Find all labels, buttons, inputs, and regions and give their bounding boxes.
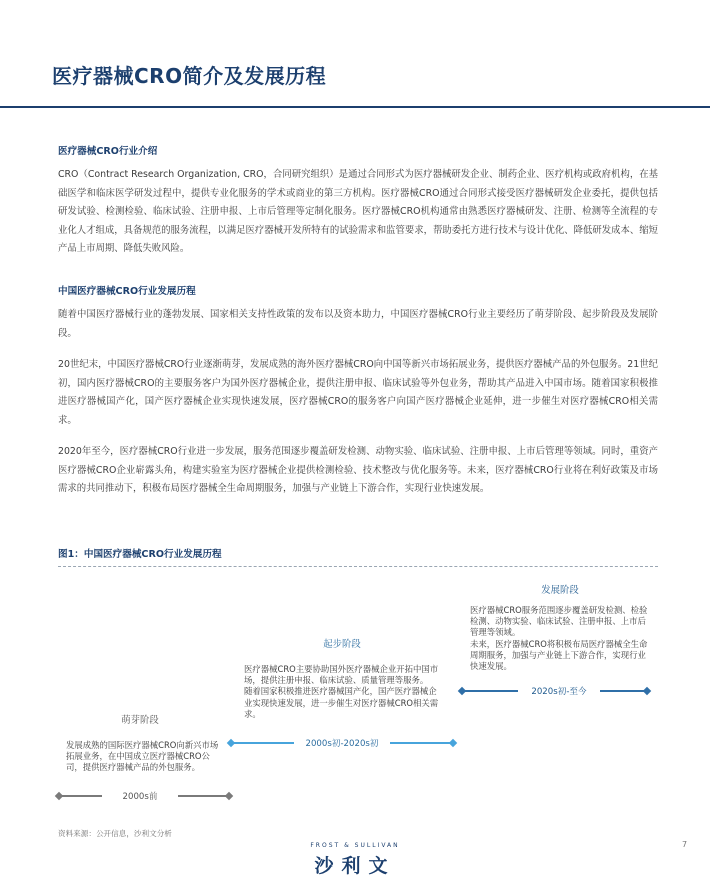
figure-title: 图1：中国医疗器械CRO行业发展历程 bbox=[58, 549, 222, 560]
stage-3-title: 发展阶段 bbox=[541, 585, 579, 596]
logo-chinese-text: 沙利文 bbox=[314, 855, 396, 877]
stage-1-title: 萌芽阶段 bbox=[121, 715, 159, 726]
stage-3-description: 医疗器械CRO服务范围逐步覆盖研发检测、检验检测、动物实验、临床试验、注册申报、上市后管理等领域。 未来，医疗器械CRO将积极布局医疗器械全生命周期服务，加强与产业链上下游合作，实现行业快速发展。 bbox=[470, 605, 648, 672]
history-paragraph-1: 随着中国医疗器械行业的蓬勃发展、国家相关支持性政策的发布以及资本助力，中国医疗器械CRO行业主要经历了萌芽阶段、起步阶段及发展阶段。 bbox=[58, 309, 658, 339]
page-title: 医疗器械CRO简介及发展历程 bbox=[52, 64, 327, 88]
stage-2-description: 医疗器械CRO主要协助国外医疗器械企业开拓中国市场，提供注册申报、临床试验、质量管理等服务。 随着国家积极推进医疗器械国产化，国产医疗器械企业实现快速发展，进一步催生对医疗器械CRO相关需求。 bbox=[244, 664, 439, 719]
history-paragraph-3: 2020年至今，医疗器械CRO行业进一步发展，服务范围逐步覆盖研发检测、动物实验、临床试验、注册申报、上市后管理等领域。同时，重资产医疗器械CRO企业崭露头角，构建实验室为医疗器械企业提供检测检验、技术整改与优化服务等。未来，医疗器械CRO行业将在利好政策及市场需求的共同推动下，积极布局医疗器械全生命周期服务，加强与产业链上下游合作，实现行业快速发展。 bbox=[58, 446, 658, 494]
stage-2-title: 起步阶段 bbox=[323, 639, 361, 650]
logo-english-text: FROST & SULLIVAN bbox=[310, 842, 400, 849]
page-number: 7 bbox=[682, 840, 688, 849]
history-heading: 中国医疗器械CRO行业发展历程 bbox=[58, 286, 196, 297]
stage-3-end-marker bbox=[643, 687, 651, 695]
figure-divider bbox=[58, 566, 658, 567]
stage-1-period: 2000s前 bbox=[102, 790, 178, 802]
intro-paragraph: CRO（Contract Research Organization, CRO，合同研究组织）是通过合同形式为医疗器械研发企业、制药企业、医疗机构或政府机构，在基础医学和临床医学研发过程中，提供专业化服务的学术或商业的第三方机构。医疗器械CRO通过合同形式接受医疗器械研发企业委托，提供包括研发试验、检测检验、临床试验、注册申报、上市后管理等定制化服务。医疗器械CRO机构通常由熟悉医疗器械研发、注册、检测等全流程的专业化人才组成，具备规范的服务流程，以满足医疗器械开发所特有的试验需求和监管要求，帮助委托方进行技术与设计优化、降低研发成本、缩短产品上市周期、降低失败风险。 bbox=[58, 169, 659, 254]
stage-1-description: 发展成熟的国际医疗器械CRO向新兴市场拓展业务，在中国成立医疗器械CRO公司，提供医疗器械产品的外包服务。 bbox=[66, 740, 219, 773]
stage-1-end-marker bbox=[225, 792, 233, 800]
stage-3-period: 2020s初-至今 bbox=[518, 685, 600, 697]
source-note: 资料来源：公开信息，沙利文分析 bbox=[58, 829, 172, 838]
stage-2-period: 2000s初-2020s初 bbox=[294, 737, 390, 749]
title-divider bbox=[0, 106, 710, 108]
intro-heading: 医疗器械CRO行业介绍 bbox=[58, 146, 158, 157]
history-paragraph-2: 20世纪末，中国医疗器械CRO行业逐渐萌芽，发展成熟的海外医疗器械CRO向中国等新兴市场拓展业务，提供医疗器械产品的外包服务。21世纪初，国内医疗器械CRO的主要服务客户为国外医疗器械企业，提供注册申报、临床试验等外包业务，帮助其产品进入中国市场。随着国家积极推进医疗器械国产化，国产医疗器械企业实现快速发展，医疗器械CRO的服务客户向国产医疗器械企业延伸，进一步催生对医疗器械CRO相关需求。 bbox=[58, 359, 658, 426]
stage-2-end-marker bbox=[449, 739, 457, 747]
